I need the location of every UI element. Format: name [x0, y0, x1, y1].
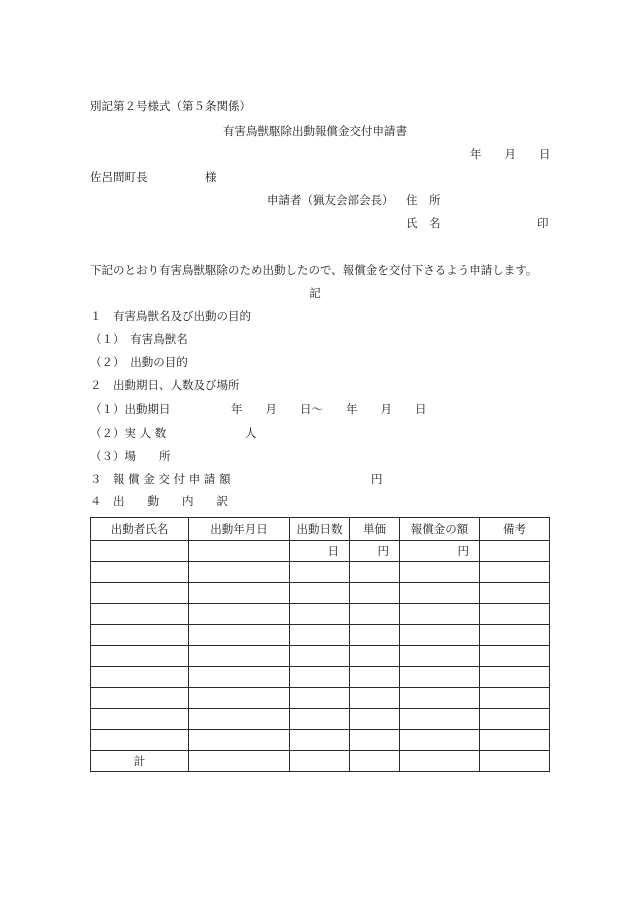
table-row: [91, 730, 550, 751]
ki-label: 記: [309, 286, 321, 300]
table-row: [91, 625, 550, 646]
amount-unit: 円: [400, 541, 480, 562]
item-2-1-dates: 年 月 日～ 年 月 日: [231, 402, 427, 416]
price-unit: 円: [350, 541, 400, 562]
dispatch-table: [90, 517, 550, 772]
table-row: [91, 541, 550, 562]
table-row: [91, 562, 550, 583]
header-amount: 報償金の額: [400, 518, 480, 541]
item-1-1: （１） 有害鳥獣名: [90, 332, 188, 346]
item-2-2-label: （２）実 人 数: [90, 426, 167, 440]
form-label: 別記第２号様式（第５条関係）: [90, 99, 251, 113]
date-line: 年 月 日: [470, 147, 551, 161]
item-1-2: （２） 出動の目的: [90, 355, 188, 369]
header-days: 出動日数: [290, 518, 350, 541]
item-1: １ 有害鳥獣名及び出動の目的: [90, 309, 251, 323]
header-unit-price: 単価: [350, 518, 400, 541]
address-label: 住 所: [406, 193, 441, 207]
body-text: 下記のとおり有害鳥獣駆除のため出動したので、報償金を交付下さるよう申請します。: [90, 263, 538, 277]
item-3-unit: 円: [371, 472, 383, 486]
table-row: [91, 583, 550, 604]
table-row: [91, 604, 550, 625]
item-3-label: ３ 報 償 金 交 付 申 請 額: [90, 472, 231, 486]
item-4: ４ 出 動 内 訳: [90, 494, 228, 508]
item-2-2-unit: 人: [245, 426, 257, 440]
header-remarks: 備考: [480, 518, 550, 541]
table-row: [91, 646, 550, 667]
addressee: 佐呂間町長 様: [90, 170, 217, 184]
item-2-1-label: （１）出動期日: [90, 402, 171, 416]
days-unit: 日: [290, 541, 350, 562]
document-title: 有害鳥獣駆除出動報償金交付申請書: [223, 124, 407, 138]
table-row: [91, 688, 550, 709]
table-header-row: [91, 518, 550, 541]
table-total-row: [91, 751, 550, 772]
total-label: 計: [91, 751, 189, 772]
table-row: [91, 667, 550, 688]
header-date: 出動年月日: [189, 518, 290, 541]
item-2-3: （３）場 所: [90, 449, 171, 463]
header-name: 出動者氏名: [91, 518, 189, 541]
table-row: [91, 709, 550, 730]
item-2: ２ 出動期日、人数及び場所: [90, 378, 240, 392]
applicant-label: 申請者（猟友会部会長）: [267, 193, 394, 207]
seal-mark: 印: [537, 216, 549, 230]
name-label: 氏 名: [406, 216, 441, 230]
